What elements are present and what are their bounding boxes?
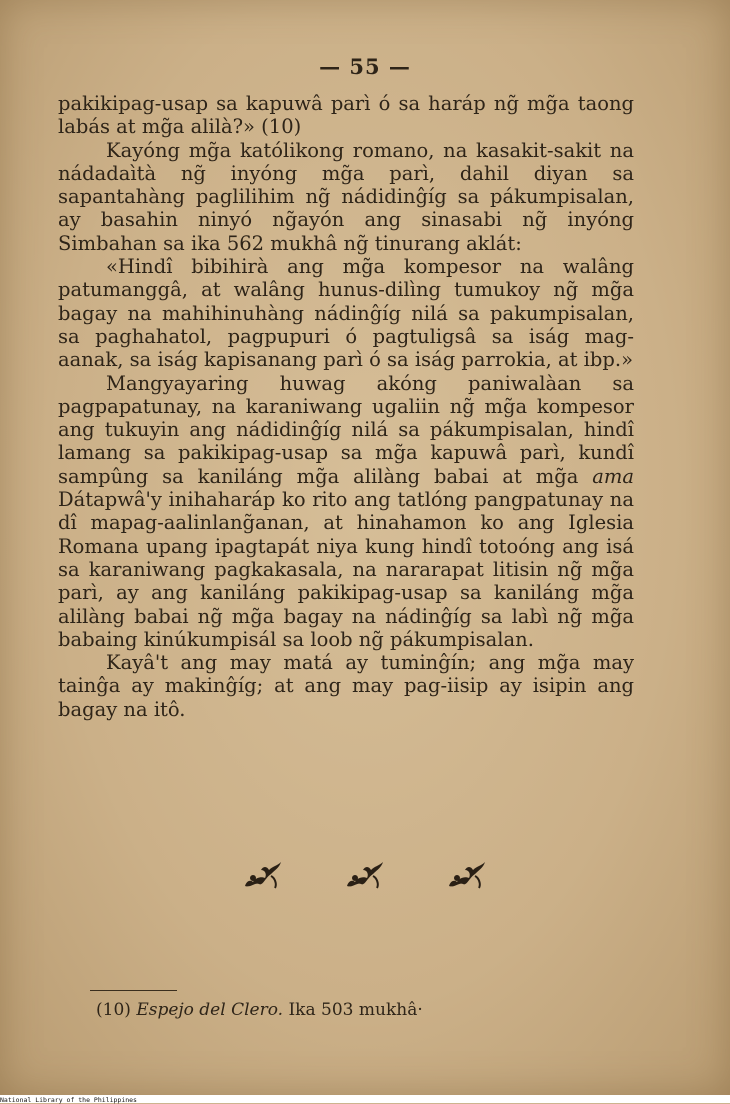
fleuron-icon (445, 858, 489, 894)
paragraph-4-start: Mangyayaring huwag akóng paniwalàan sa pagpapatunay, na karaniwang ugaliin ng̃ mg̃a kompesor ang tukuyin ang nádidinĝíg nilá sa pákumpisalan, hindî lamang sa pakikipag-usap sa mg̃a kapuwâ parì, kundî sampûng sa kaniláng mg̃a alilàng babai at mg̃a (58, 371, 634, 488)
body-text (58, 92, 634, 721)
paragraph-2: Kayóng mg̃a katólikong romano, na kasakit-sakit na nádadaìtà ng̃ inyóng mg̃a parì, dahil diyan sa sapantahàng paglilihim ng̃ nádidinĝíg sa pákumpisalan, ay basahin ninyó ng̃ayón ang sinasabi ng̃ inyóng Simbahan sa ika 562 mukhâ ng̃ tinurang aklát: (58, 138, 634, 255)
ornament-row (0, 858, 730, 894)
paragraph-1: pakikipag-usap sa kapuwâ parì ó sa haráp ng̃ mg̃a taong labás at mg̃a alilà?» (10) (58, 92, 634, 139)
footnote-rule (90, 990, 177, 991)
page-number: — 55 — (319, 54, 411, 79)
footnote-marker: (10) (96, 1000, 131, 1020)
paragraph-4 (58, 372, 634, 652)
footnote-text: Ika 503 mukhâ· (288, 1000, 423, 1020)
library-credit: National Library of the Philippines (0, 1096, 137, 1104)
footnote-source: Espejo del Clero. (136, 1000, 284, 1020)
footnote (96, 1000, 423, 1020)
fleuron-icon (241, 858, 285, 894)
paragraph-5: Kayâ't ang may matá ay tuminĝín; ang mg̃a may tainĝa ay makinĝíg; at ang may pag-iisip ay isipin ang bagay na itô. (58, 651, 634, 721)
paragraph-4-rest: Dátapwâ'y inihaharáp ko rito ang tatlóng pangpatunay na dî mapag-aalinlang̃anan, at hinahamon ko ang Iglesia Romana upang ipagtapát niya kung hindî totoóng ang isá sa karaniwang pagkakasala, na nararapat litisin ng̃ mg̃a parì, ay ang kaniláng pakikipag-usap sa kaniláng mg̃a alilàng babai ng̃ mg̃a bagay na nádinĝíg sa labì ng̃ mg̃a babaing kinúkumpisál sa loob ng̃ pákumpisalan. (58, 488, 634, 651)
emphasis-ama: ama (592, 464, 634, 488)
paragraph-3-quote: «Hindî bibihirà ang mg̃a kompesor na walâng patumanggâ, at walâng hunus-dilìng tumukoy ng̃ mg̃a bagay na mahihinuhàng nádinĝíg nilá sa pakumpisalan, sa paghahatol, pagpupuri ó pagtuligsâ sa iság mag-aanak, sa iság kapisanang parì ó sa iság parrokia, at ibp.» (58, 255, 634, 372)
fleuron-icon (343, 858, 387, 894)
